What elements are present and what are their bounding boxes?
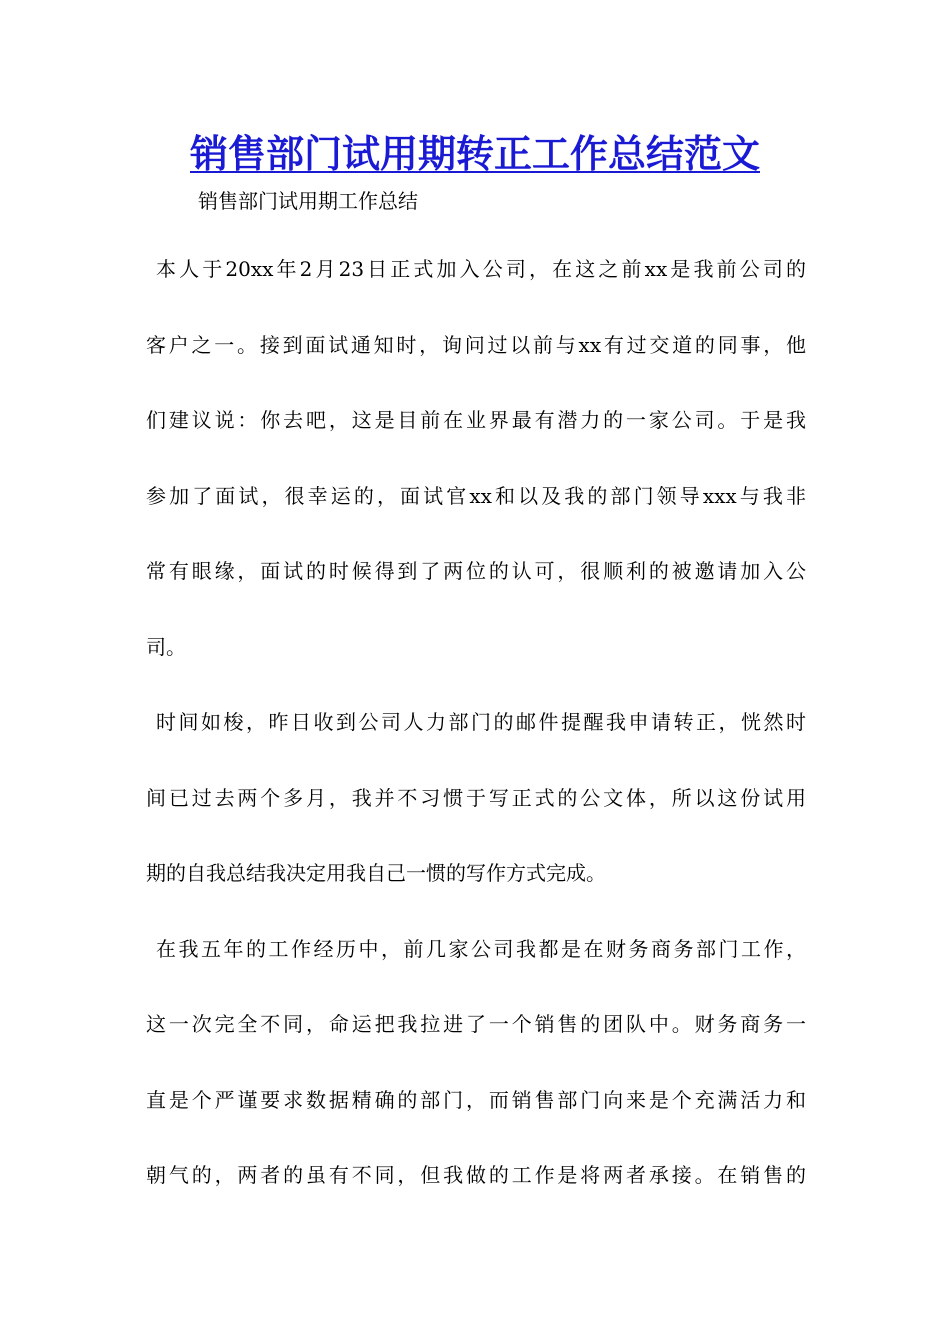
document-title	[0, 128, 950, 180]
body-line: 这一次完全不同，命运把我拉进了一个销售的团队中。财务商务一	[146, 1012, 806, 1036]
body-line: 间已过去两个多月，我并不习惯于写正式的公文体，所以这份试用	[146, 785, 806, 810]
body-line: 常有眼缘，面试的时候得到了两位的认可，很顺利的被邀请加入公	[146, 559, 806, 583]
body-line: 期的自我总结我决定用我自己一惯的写作方式完成。	[146, 861, 606, 885]
body-line: 在我五年的工作经历中，前几家公司我都是在财务商务部门工作，	[156, 936, 806, 961]
body-line: 参加了面试，很幸运的，面试官xx和以及我的部门领导xxx与我非	[146, 483, 806, 508]
body-line: 们建议说：你去吧，这是目前在业界最有潜力的一家公司。于是我	[146, 408, 806, 432]
document-body	[146, 254, 806, 1236]
document-subtitle: 销售部门试用期工作总结	[198, 189, 418, 213]
body-line: 客户之一。接到面试通知时，询问过以前与xx有过交道的同事，他	[146, 332, 806, 357]
body-line: 时间如梭，昨日收到公司人力部门的邮件提醒我申请转正，恍然时	[156, 710, 806, 734]
title-link[interactable]: 销售部门试用期转正工作总结范文	[189, 131, 760, 176]
body-line: 朝气的，两者的虽有不同，但我做的工作是将两者承接。在销售的	[146, 1163, 806, 1187]
body-line: 司。	[146, 634, 186, 659]
body-line: 直是个严谨要求数据精确的部门，而销售部门向来是个充满活力和	[146, 1087, 806, 1112]
body-line: 本人于20xx年2月23日正式加入公司，在这之前xx是我前公司的	[156, 257, 806, 281]
